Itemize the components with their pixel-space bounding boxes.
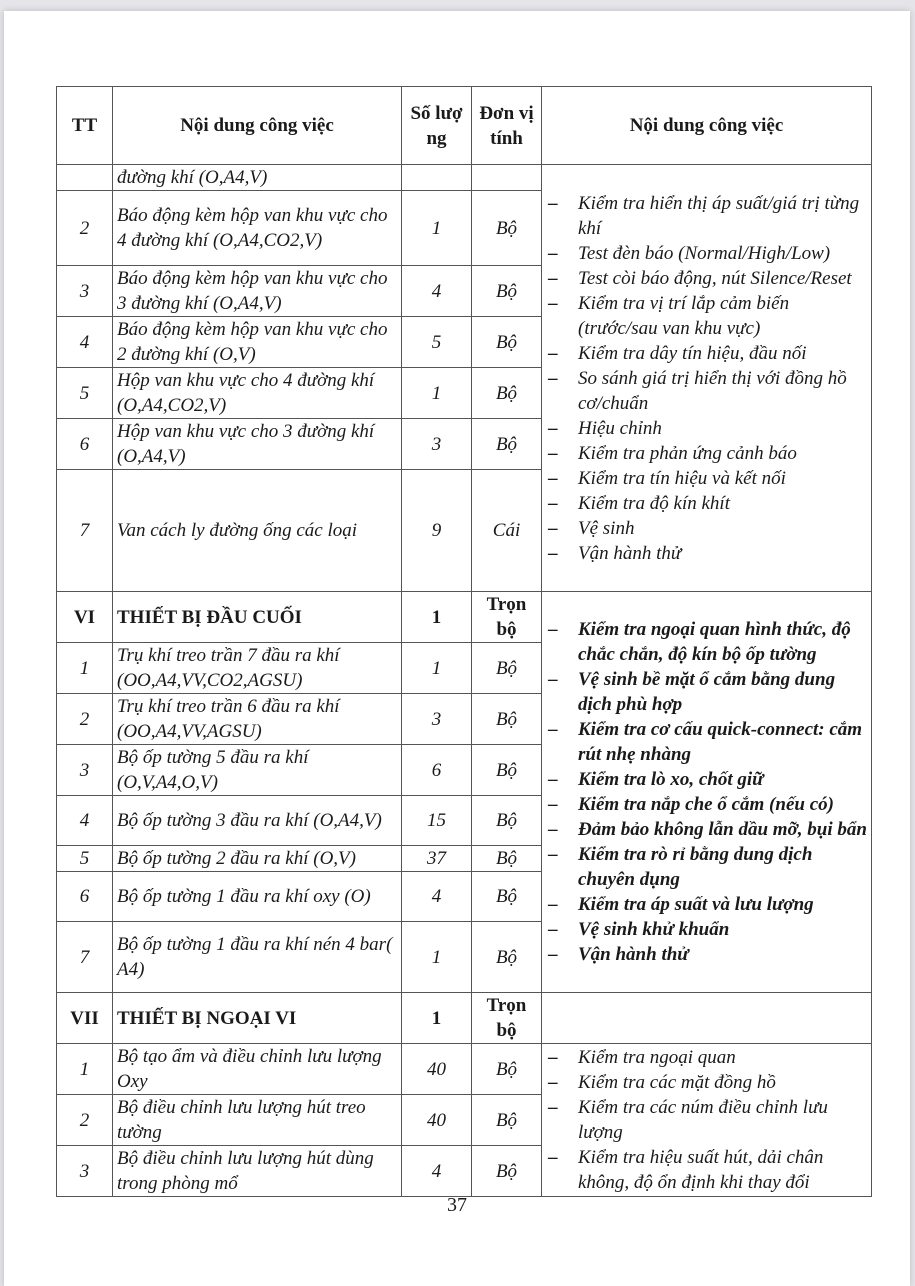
task-item: – Kiểm tra dây tín hiệu, đầu nối — [546, 341, 867, 366]
task-item: – Vận hành thử — [546, 942, 867, 967]
row-qty: 1 — [402, 922, 472, 993]
section-tt: VI — [57, 592, 113, 643]
task-item: – Hiệu chỉnh — [546, 416, 867, 441]
row-tt: 6 — [57, 419, 113, 470]
row-unit: Bộ — [472, 922, 542, 993]
row-qty — [402, 165, 472, 191]
row-tt: 3 — [57, 745, 113, 796]
row-unit: Bộ — [472, 1044, 542, 1095]
page-number: 37 — [447, 1194, 467, 1216]
task-item: – Kiểm tra lò xo, chốt giữ — [546, 767, 867, 792]
row-tt: 2 — [57, 694, 113, 745]
row-unit: Bộ — [472, 419, 542, 470]
task-item: – Kiểm tra tín hiệu và kết nối — [546, 466, 867, 491]
task-item: – Đảm bảo không lẫn dầu mỡ, bụi bẩn — [546, 817, 867, 842]
row-qty: 5 — [402, 317, 472, 368]
section-unit: Trọn bộ — [472, 993, 542, 1044]
row-tt: 5 — [57, 368, 113, 419]
row-unit: Bộ — [472, 368, 542, 419]
task-item: – Kiểm tra nắp che ổ cắm (nếu có) — [546, 792, 867, 817]
task-item: – Test đèn báo (Normal/High/Low) — [546, 241, 867, 266]
section-tt: VII — [57, 993, 113, 1044]
row-name: Bộ ốp tường 1 đầu ra khí oxy (O) — [113, 872, 402, 922]
task-item: – Kiểm tra các núm điều chỉnh lưu lượng — [546, 1095, 867, 1145]
row-unit: Bộ — [472, 643, 542, 694]
row-tt — [57, 165, 113, 191]
header-work: Nội dung công việc — [542, 87, 872, 165]
document-page — [4, 11, 910, 1286]
task-list — [546, 191, 867, 566]
table-row — [57, 1044, 872, 1095]
row-tt: 3 — [57, 1146, 113, 1197]
row-qty: 1 — [402, 643, 472, 694]
row-name: Hộp van khu vực cho 3 đường khí (O,A4,V) — [113, 419, 402, 470]
section-qty: 1 — [402, 993, 472, 1044]
row-name: Hộp van khu vực cho 4 đường khí (O,A4,CO2,V) — [113, 368, 402, 419]
section-unit: Trọn bộ — [472, 592, 542, 643]
row-qty: 6 — [402, 745, 472, 796]
section-row — [57, 592, 872, 643]
row-name: Van cách ly đường ống các loại — [113, 470, 402, 592]
row-name: Báo động kèm hộp van khu vực cho 2 đường khí (O,V) — [113, 317, 402, 368]
work-cell-empty — [542, 993, 872, 1044]
row-qty: 15 — [402, 796, 472, 846]
row-unit: Bộ — [472, 846, 542, 872]
task-item: – Vận hành thử — [546, 541, 867, 566]
task-item: – Vệ sinh bề mặt ổ cắm bằng dung dịch phù hợp — [546, 667, 867, 717]
row-name: Bộ điều chỉnh lưu lượng hút treo tường — [113, 1095, 402, 1146]
row-tt: 4 — [57, 796, 113, 846]
row-unit — [472, 165, 542, 191]
row-name: Bộ ốp tường 3 đầu ra khí (O,A4,V) — [113, 796, 402, 846]
task-item: – Kiểm tra hiển thị áp suất/giá trị từng khí — [546, 191, 867, 241]
row-unit: Bộ — [472, 872, 542, 922]
row-name: Trụ khí treo trần 6 đầu ra khí (OO,A4,VV,AGSU) — [113, 694, 402, 745]
row-tt: 2 — [57, 1095, 113, 1146]
section-qty: 1 — [402, 592, 472, 643]
row-name: Bộ ốp tường 2 đầu ra khí (O,V) — [113, 846, 402, 872]
row-tt: 6 — [57, 872, 113, 922]
row-unit: Bộ — [472, 796, 542, 846]
task-item: – Test còi báo động, nút Silence/Reset — [546, 266, 867, 291]
row-tt: 7 — [57, 470, 113, 592]
row-qty: 3 — [402, 694, 472, 745]
row-qty: 3 — [402, 419, 472, 470]
row-unit: Cái — [472, 470, 542, 592]
row-unit: Bộ — [472, 745, 542, 796]
row-unit: Bộ — [472, 317, 542, 368]
row-name: Báo động kèm hộp van khu vực cho 4 đường khí (O,A4,CO2,V) — [113, 191, 402, 266]
row-qty: 40 — [402, 1044, 472, 1095]
header-qty: Số lượng — [402, 87, 472, 165]
row-tt: 3 — [57, 266, 113, 317]
task-item: – Kiểm tra cơ cấu quick-connect: cắm rút nhẹ nhàng — [546, 717, 867, 767]
row-name: Báo động kèm hộp van khu vực cho 3 đường khí (O,A4,V) — [113, 266, 402, 317]
work-cell-group-1 — [542, 165, 872, 592]
row-qty: 4 — [402, 872, 472, 922]
row-qty: 1 — [402, 191, 472, 266]
task-item: – Kiểm tra vị trí lắp cảm biến (trước/sau van khu vực) — [546, 291, 867, 341]
row-unit: Bộ — [472, 266, 542, 317]
row-tt: 1 — [57, 1044, 113, 1095]
row-tt: 2 — [57, 191, 113, 266]
task-item: – Kiểm tra ngoại quan hình thức, độ chắc chắn, độ kín bộ ốp tường — [546, 617, 867, 667]
task-item: – Kiểm tra các mặt đồng hồ — [546, 1070, 867, 1095]
section-title: THIẾT BỊ ĐẦU CUỐI — [113, 592, 402, 643]
row-tt: 5 — [57, 846, 113, 872]
table-header-row — [57, 87, 872, 165]
section-row — [57, 993, 872, 1044]
task-item: – Kiểm tra độ kín khít — [546, 491, 867, 516]
row-name: đường khí (O,A4,V) — [113, 165, 402, 191]
row-unit: Bộ — [472, 694, 542, 745]
row-qty: 1 — [402, 368, 472, 419]
row-name: Bộ điều chỉnh lưu lượng hút dùng trong phòng mổ — [113, 1146, 402, 1197]
work-cell-group-2 — [542, 592, 872, 993]
row-tt: 4 — [57, 317, 113, 368]
row-tt: 1 — [57, 643, 113, 694]
row-tt: 7 — [57, 922, 113, 993]
row-qty: 37 — [402, 846, 472, 872]
row-unit: Bộ — [472, 1146, 542, 1197]
row-unit: Bộ — [472, 1095, 542, 1146]
row-qty: 9 — [402, 470, 472, 592]
task-item: – Kiểm tra hiệu suất hút, dải chân không, độ ổn định khi thay đổi — [546, 1145, 867, 1195]
row-name: Bộ tạo ẩm và điều chỉnh lưu lượng Oxy — [113, 1044, 402, 1095]
task-list — [546, 1045, 867, 1195]
work-table — [56, 86, 872, 1197]
row-unit: Bộ — [472, 191, 542, 266]
row-name: Bộ ốp tường 1 đầu ra khí nén 4 bar( A4) — [113, 922, 402, 993]
header-tt: TT — [57, 87, 113, 165]
section-title: THIẾT BỊ NGOẠI VI — [113, 993, 402, 1044]
task-item: – Kiểm tra phản ứng cảnh báo — [546, 441, 867, 466]
task-list — [546, 617, 867, 967]
task-item: – Kiểm tra rò rỉ bằng dung dịch chuyên dụng — [546, 842, 867, 892]
row-qty: 4 — [402, 1146, 472, 1197]
task-item: – Kiểm tra áp suất và lưu lượng — [546, 892, 867, 917]
row-qty: 4 — [402, 266, 472, 317]
header-unit: Đơn vị tính — [472, 87, 542, 165]
task-item: – Vệ sinh — [546, 516, 867, 541]
work-cell-group-3 — [542, 1044, 872, 1197]
task-item: – Kiểm tra ngoại quan — [546, 1045, 867, 1070]
task-item: – So sánh giá trị hiển thị với đồng hồ cơ/chuẩn — [546, 366, 867, 416]
row-qty: 40 — [402, 1095, 472, 1146]
row-name: Bộ ốp tường 5 đầu ra khí (O,V,A4,O,V) — [113, 745, 402, 796]
task-item: – Vệ sinh khử khuẩn — [546, 917, 867, 942]
table-row — [57, 165, 872, 191]
header-name: Nội dung công việc — [113, 87, 402, 165]
row-name: Trụ khí treo trần 7 đầu ra khí (OO,A4,VV,CO2,AGSU) — [113, 643, 402, 694]
